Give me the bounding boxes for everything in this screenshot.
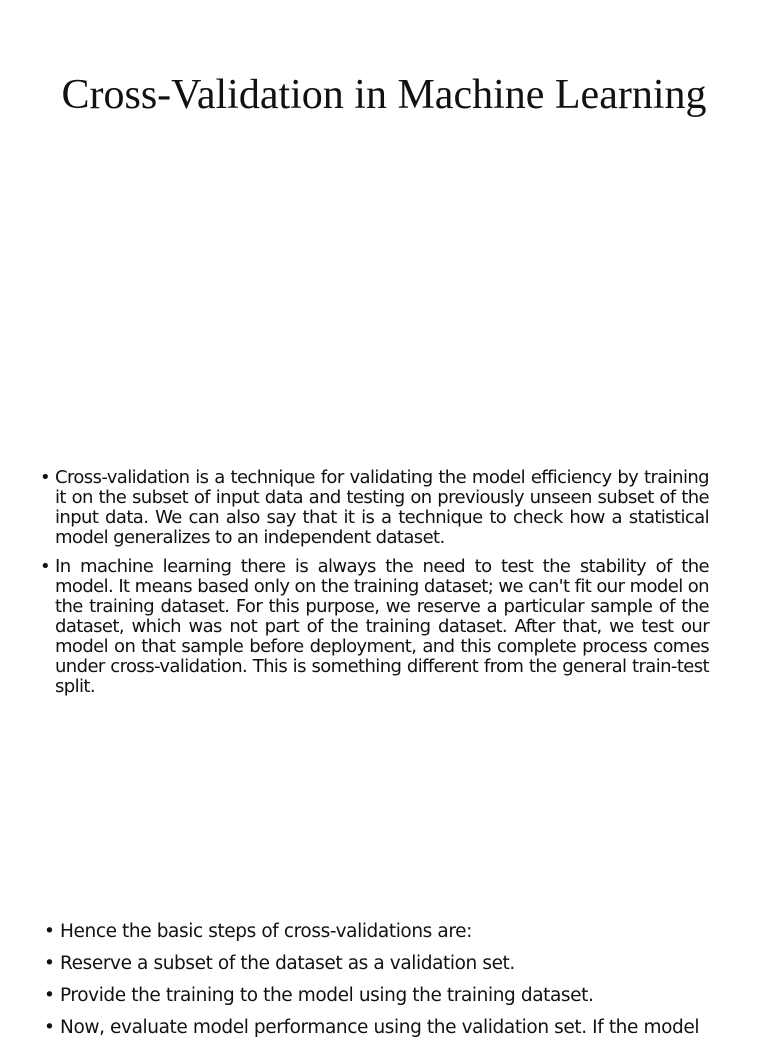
bullet-text: Reserve a subset of the dataset as a validation set.	[60, 953, 515, 974]
bullet-icon: •	[44, 1017, 55, 1038]
definition-bullet-list	[40, 467, 709, 706]
list-item	[40, 556, 709, 697]
bullet-text: Hence the basic steps of cross-validations are:	[60, 921, 472, 942]
list-item	[44, 1016, 710, 1040]
list-item	[40, 467, 709, 548]
list-item	[44, 920, 710, 944]
bullet-icon: •	[44, 953, 55, 974]
list-item	[44, 984, 710, 1008]
bullet-text: Cross-validation is a technique for validating the model efficiency by training it on the subset of input data and testing on previously unseen subset of the input data. We can also say that it is a technique to check how a statistical model generalizes to an independent dataset.	[55, 467, 709, 548]
bullet-icon: •	[40, 467, 51, 488]
bullet-icon: •	[40, 556, 51, 577]
page-title: Cross-Validation in Machine Learning	[61, 72, 707, 118]
steps-bullet-list	[44, 920, 710, 1048]
bullet-icon: •	[44, 985, 55, 1006]
bullet-icon: •	[44, 921, 55, 942]
bullet-text: Now, evaluate model performance using the validation set. If the model	[60, 1017, 700, 1038]
bullet-text: In machine learning there is always the need to test the stability of the model. It means based only on the training dataset; we can't fit our model on the training dataset. For this purpose, we reserve a particular sample of the dataset, which was not part of the training dataset. After that, we test our model on that sample before deployment, and this complete process comes under cross-validation. This is something different from the general train-test split.	[55, 556, 709, 697]
bullet-text: Provide the training to the model using the training dataset.	[60, 985, 594, 1006]
list-item	[44, 952, 710, 976]
